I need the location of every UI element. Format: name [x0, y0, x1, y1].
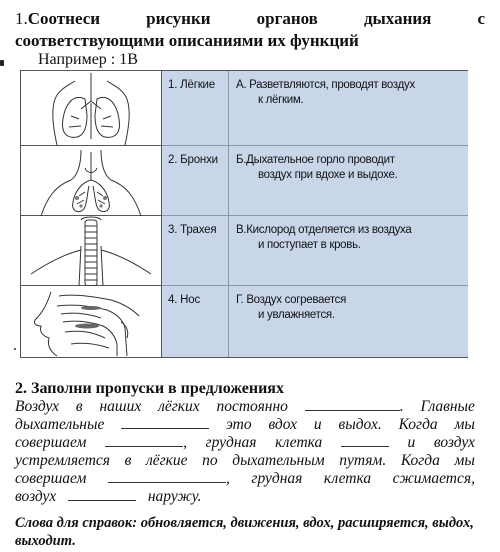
- word: дыхательные: [15, 416, 105, 433]
- example-answer: Например : 1В: [38, 51, 138, 68]
- desc-line2: и поступает в кровь.: [258, 239, 361, 251]
- word: в: [124, 452, 132, 469]
- word: Когда: [400, 452, 440, 469]
- word: сжимается,: [392, 470, 475, 487]
- organ-name: 4. Нос: [162, 286, 229, 357]
- word: Воздух: [15, 398, 60, 415]
- task1-title-line1: [15, 8, 485, 30]
- table-row: [162, 146, 468, 216]
- word: грудная: [205, 434, 257, 451]
- organ-description: [229, 216, 468, 285]
- organ-name: 3. Трахея: [162, 216, 229, 285]
- word: ,: [226, 470, 230, 487]
- word: Главные: [420, 398, 475, 415]
- word: клетка: [275, 434, 323, 451]
- word: устремляется: [15, 452, 111, 469]
- title-word: с: [477, 9, 485, 28]
- paragraph-line-2: [15, 416, 475, 434]
- word: по: [202, 452, 218, 469]
- word: лёгкие: [145, 452, 188, 469]
- word: и: [407, 434, 416, 451]
- word: путям.: [339, 452, 387, 469]
- desc-line1: Г. Воздух согревается: [236, 294, 347, 306]
- desc-line1: В.Кислород отделяется из воздуха: [236, 224, 412, 236]
- trachea-icon: [21, 216, 161, 286]
- word: вдох: [268, 416, 298, 433]
- word: совершаем: [15, 434, 87, 451]
- desc-line2: к лёгким.: [258, 94, 304, 106]
- word: ,: [183, 434, 187, 451]
- title-word: дыхания: [363, 9, 432, 28]
- desc-line1: Б.Дыхательное горло проводит: [236, 154, 395, 166]
- reference-words-label: Слова для справок:: [15, 515, 138, 531]
- matching-table: [20, 70, 468, 358]
- organ-description: [229, 71, 468, 145]
- reference-words-list: обновляется, движения, вдох, расширяется, выдох, выходит.: [15, 515, 474, 549]
- word: грудная: [251, 470, 303, 487]
- bronchi-torso-icon: [21, 146, 161, 216]
- paragraph-line-4: [15, 452, 475, 470]
- nose-icon: [21, 286, 161, 357]
- word: выдох.: [338, 416, 382, 433]
- answer-blank[interactable]: [108, 470, 226, 483]
- picture-cell-4: [21, 286, 161, 357]
- blank-group: [105, 434, 187, 452]
- title-word: органов: [256, 9, 318, 28]
- organ-description-column: [162, 71, 468, 357]
- word: дыхательным: [232, 452, 325, 469]
- lungs-icon: [21, 71, 161, 146]
- word: совершаем: [15, 470, 87, 487]
- word: воздух: [433, 434, 475, 451]
- stray-dot: [14, 348, 16, 350]
- word: и: [313, 416, 322, 433]
- word: Когда: [398, 416, 438, 433]
- table-row: [162, 286, 468, 357]
- organ-name: 2. Бронхи: [162, 146, 229, 215]
- answer-blank[interactable]: [68, 488, 136, 501]
- task1-title-first: [15, 8, 100, 30]
- blank-group: [305, 398, 404, 416]
- word: .: [399, 398, 404, 415]
- task1-number: 1.: [15, 9, 28, 28]
- paragraph-line-6: [15, 488, 475, 506]
- title-word: Соотнеси: [27, 9, 101, 28]
- desc-line2: воздух при вдохе и выдохе.: [258, 169, 398, 181]
- blank-group: [108, 470, 230, 488]
- title-word: рисунки: [146, 9, 211, 28]
- answer-blank[interactable]: [105, 434, 183, 447]
- organ-name: 1. Лёгкие: [162, 71, 229, 145]
- picture-cell-1: [21, 71, 161, 146]
- word: постоянно: [216, 398, 288, 415]
- word: клетка: [323, 470, 372, 487]
- word: наших: [99, 398, 142, 415]
- answer-blank[interactable]: [121, 416, 209, 429]
- stray-mark: [0, 60, 4, 66]
- paragraph-line-5: [15, 470, 475, 488]
- fill-in-paragraph: [15, 398, 475, 506]
- word: это: [226, 416, 252, 433]
- picture-column: [21, 71, 162, 357]
- paragraph-line-3: [15, 434, 475, 452]
- answer-blank[interactable]: [305, 398, 400, 411]
- organ-description: [229, 146, 468, 215]
- desc-line1: А. Разветвляются, проводят воздух: [236, 79, 415, 91]
- picture-cell-2: [21, 146, 161, 216]
- table-row: [162, 71, 468, 146]
- word: лёгких: [158, 398, 200, 415]
- task1-title-line2: [15, 30, 485, 52]
- word: в: [75, 398, 83, 415]
- paragraph-line-1: [15, 398, 475, 416]
- word: мы: [454, 416, 475, 433]
- task1-title: [15, 8, 485, 52]
- answer-blank[interactable]: [341, 434, 389, 447]
- table-row: [162, 216, 468, 286]
- word: мы: [454, 452, 475, 469]
- task2-title: 2. Заполни пропуски в предложениях: [15, 380, 284, 397]
- picture-cell-3: [21, 216, 161, 286]
- title-line2-text: соответствующими описаниями их функций: [15, 31, 359, 50]
- word: наружу.: [147, 488, 202, 505]
- word: воздух: [15, 488, 57, 505]
- desc-line2: и увлажняется.: [258, 309, 335, 321]
- reference-words: [15, 514, 480, 550]
- organ-description: [229, 286, 468, 357]
